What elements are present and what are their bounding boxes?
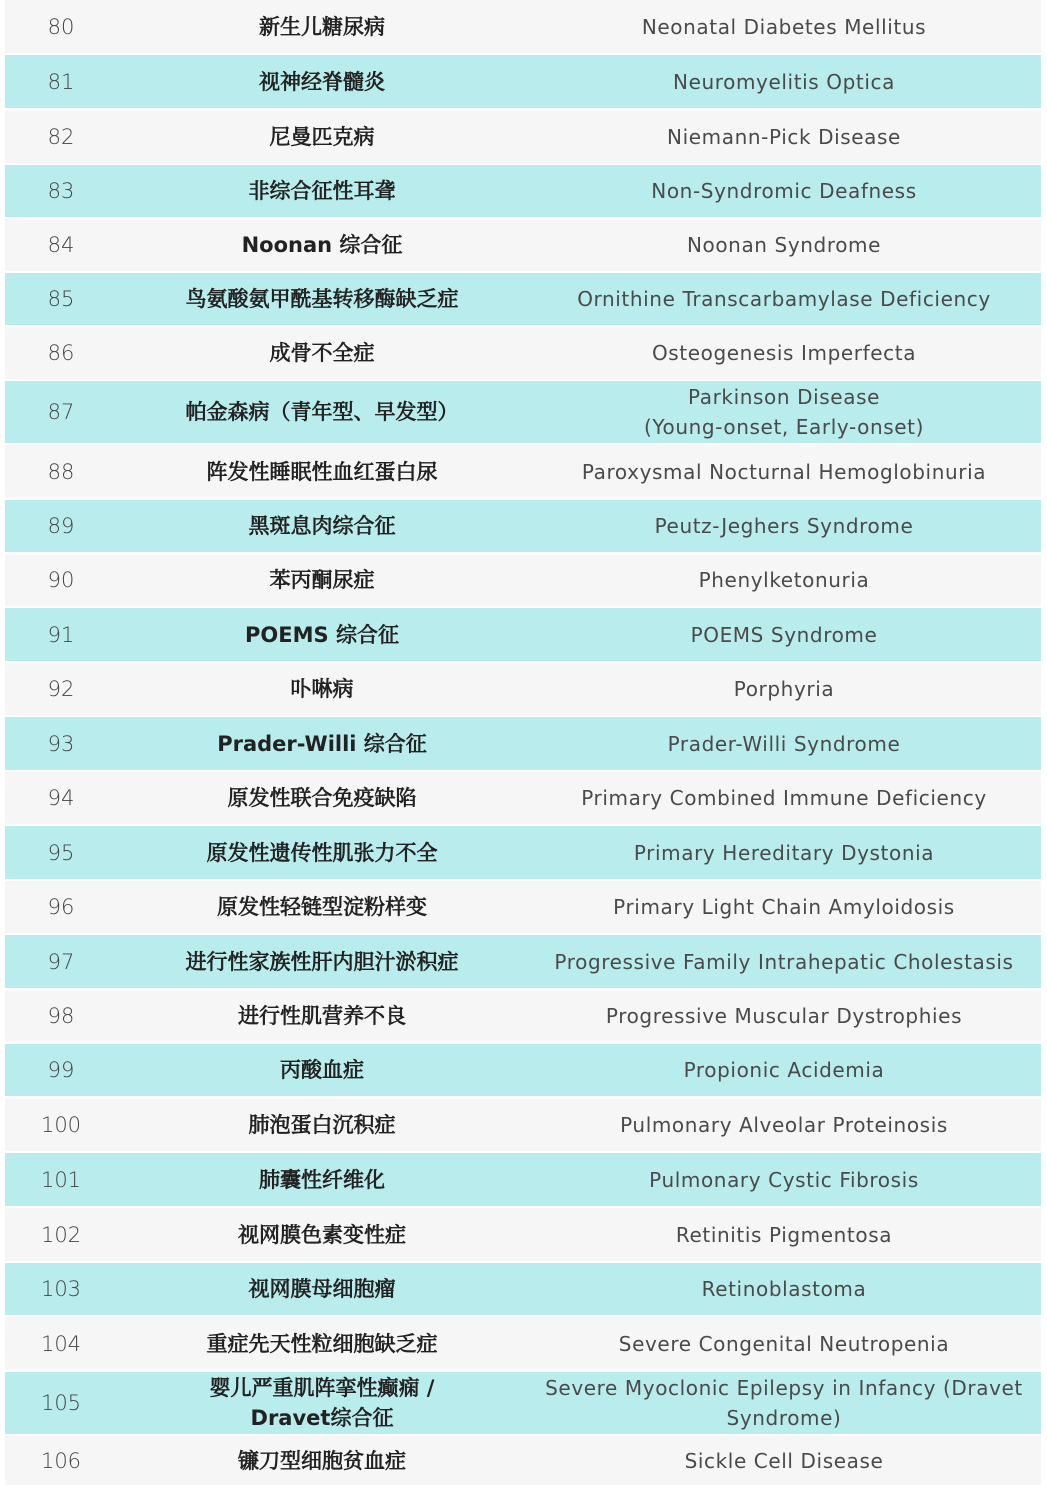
table-row [5,381,1041,445]
table-row [5,1098,1041,1153]
english-name: Propionic Acidemia [683,1058,885,1082]
row-number: 98 [47,1004,75,1028]
row-number: 103 [40,1277,82,1301]
row-number: 101 [40,1167,82,1192]
chinese-name: POEMS 综合征 [245,622,399,647]
row-number: 92 [47,677,75,701]
chinese-name: 肺泡蛋白沉积症 [248,1112,396,1137]
chinese-name: 非综合征性耳聋 [248,179,396,203]
english-name: Pulmonary Cystic Fibrosis [649,1167,919,1192]
chinese-name: 婴儿严重肌阵挛性癫痫 / Dravet综合征 [209,1376,435,1430]
row-number: 88 [47,459,75,484]
table-row [5,772,1041,826]
row-number: 94 [47,786,75,810]
chinese-name: 成骨不全症 [269,341,375,365]
table-row [5,826,1041,881]
row-number: 86 [47,341,75,365]
english-name: Progressive Muscular Dystrophies [605,1004,963,1028]
english-name: Severe Myoclonic Epilepsy in Infancy (Dravet Syndrome) [545,1376,1023,1430]
chinese-name: 镰刀型细胞贫血症 [238,1448,406,1473]
row-number: 93 [47,731,75,756]
table-row [5,1317,1041,1372]
english-name: Primary Hereditary Dystonia [633,840,935,865]
table-row [5,881,1041,935]
english-name: Non-Syndromic Deafness [651,179,917,203]
row-number: 91 [47,622,75,647]
table-row [5,219,1041,273]
english-name: Neonatal Diabetes Mellitus [641,14,927,39]
chinese-name: 视网膜色素变性症 [238,1222,406,1247]
row-number: 104 [40,1331,82,1356]
table-row [5,445,1041,500]
row-number: 102 [40,1222,82,1247]
english-name: Niemann-Pick Disease [667,124,901,149]
english-name: Osteogenesis Imperfecta [651,341,917,365]
english-name: Phenylketonuria [698,568,870,592]
chinese-name: 原发性联合免疫缺陷 [227,786,417,810]
table-row [5,935,1041,990]
english-name: Progressive Family Intrahepatic Cholestasis [554,949,1014,974]
row-number: 105 [40,1391,82,1415]
table-row [5,990,1041,1044]
english-name: Neuromyelitis Optica [673,69,895,94]
english-name: Paroxysmal Nocturnal Hemoglobinuria [581,459,987,484]
table-row [5,327,1041,381]
chinese-name: 重症先天性粒细胞缺乏症 [206,1331,438,1356]
row-number: 99 [47,1058,75,1082]
english-name: Ornithine Transcarbamylase Deficiency [577,287,991,311]
chinese-name: 原发性遗传性肌张力不全 [206,840,438,865]
table-row [5,1208,1041,1263]
table-row [5,500,1041,554]
table-row [5,608,1041,663]
english-name: Peutz-Jeghers Syndrome [654,514,914,538]
disease-table [5,0,1041,1487]
table-row [5,1153,1041,1208]
chinese-name: 帕金森病（青年型、早发型） [185,400,459,424]
chinese-name: 原发性轻链型淀粉样变 [217,895,427,919]
english-name: Porphyria [733,677,835,701]
chinese-name: 丙酸血症 [280,1058,364,1082]
row-number: 89 [47,514,75,538]
chinese-name: 鸟氨酸氨甲酰基转移酶缺乏症 [185,287,459,311]
table-row [5,663,1041,717]
table-row [5,165,1041,219]
english-name: Noonan Syndrome [686,233,882,257]
table-row [5,717,1041,772]
chinese-name: 阵发性睡眠性血红蛋白尿 [206,459,438,484]
row-number: 80 [47,14,75,39]
row-number: 97 [47,949,75,974]
chinese-name: 卟啉病 [290,677,354,701]
row-number: 82 [47,124,75,149]
table-row [5,1436,1041,1487]
table-row [5,554,1041,608]
table-row [5,1372,1041,1436]
table-row [5,55,1041,110]
chinese-name: 进行性肌营养不良 [238,1004,406,1028]
chinese-name: 视网膜母细胞瘤 [248,1277,396,1301]
english-name: Retinoblastoma [701,1277,867,1301]
english-name: Parkinson Disease (Young-onset, Early-onset) [643,385,925,439]
row-number: 100 [40,1112,82,1137]
english-name: Retinitis Pigmentosa [675,1222,893,1247]
row-number: 90 [47,568,75,592]
table-row [5,273,1041,327]
row-number: 106 [40,1448,82,1473]
chinese-name: Noonan 综合征 [241,233,403,257]
table-row [5,1263,1041,1317]
row-number: 85 [47,287,75,311]
english-name: POEMS Syndrome [690,622,878,647]
row-number: 87 [47,400,75,424]
chinese-name: 进行性家族性肝内胆汁淤积症 [185,949,459,974]
table-row [5,110,1041,165]
chinese-name: 新生儿糖尿病 [259,14,385,39]
chinese-name: 视神经脊髓炎 [259,69,385,94]
row-number: 95 [47,840,75,865]
chinese-name: 苯丙酮尿症 [269,568,375,592]
chinese-name: 肺囊性纤维化 [259,1167,385,1192]
chinese-name: Prader-Willi 综合征 [217,731,427,756]
row-number: 83 [47,179,75,203]
chinese-name: 尼曼匹克病 [269,124,375,149]
row-number: 81 [47,69,75,94]
table-row [5,1044,1041,1098]
english-name: Prader-Willi Syndrome [667,731,901,756]
english-name: Pulmonary Alveolar Proteinosis [620,1112,948,1137]
row-number: 84 [47,233,75,257]
row-number: 96 [47,895,75,919]
english-name: Severe Congenital Neutropenia [618,1331,950,1356]
english-name: Primary Combined Immune Deficiency [581,786,987,810]
table-row [5,0,1041,55]
english-name: Primary Light Chain Amyloidosis [613,895,955,919]
chinese-name: 黑斑息肉综合征 [248,514,396,538]
english-name: Sickle Cell Disease [684,1448,884,1473]
